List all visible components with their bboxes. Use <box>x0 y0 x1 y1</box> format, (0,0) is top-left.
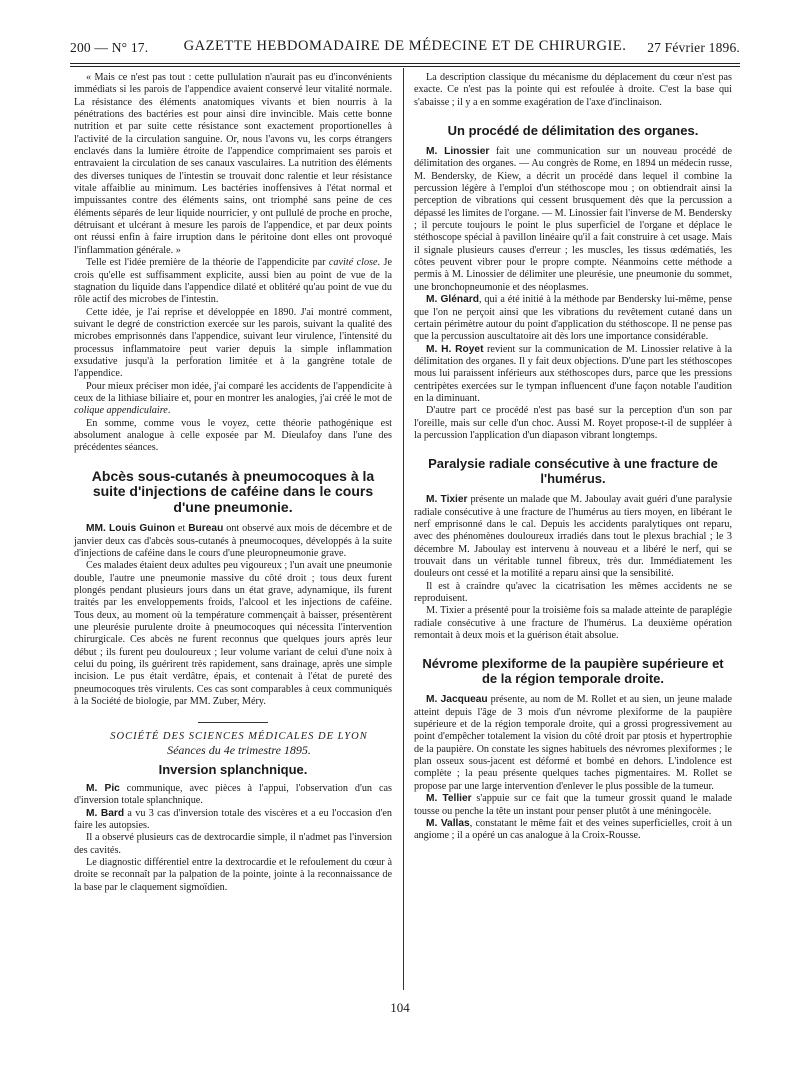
paragraph: M. Tixier présente un malade que M. Jaboulay avait guéri d'une paralysie radiale consécutive à une fracture de l'humérus au tiers moyen, en libérant le nerf emprisonné dans le cal. Depuis les accidents paralytiques ont reparu, avec des phénomènes douloureux irradiés dans tout le plexus brachial ; le 3 décembre M. Jaboulay est intervenu à nouveau et a libéré le nerf, qui se trouvait dans un véritable tunnel fibreux, très dur. Immédiatement les douleurs ont cessé et la motilité a reparu ainsi que la sensibilité. <box>414 494 732 580</box>
left-column <box>74 72 392 894</box>
paragraph: M. Pic communique, avec pièces à l'appui, l'observation d'un cas d'inversion totale splanchnique. <box>74 783 392 807</box>
running-header <box>70 38 740 60</box>
paragraph: Telle est l'idée première de la théorie de l'appendicite par cavité close. Je crois qu'elle est suffisamment explicite, aussi bien au point de vue de la stagnation du liquide dans l'appendice dilaté et oblitéré qu'au point de vue du rôle actif des microbes de l'intestin. <box>74 257 392 306</box>
paragraph: M. Bard a vu 3 cas d'inversion totale des viscères et a eu l'occasion d'en faire les autopsies. <box>74 807 392 832</box>
paragraph: « Mais ce n'est pas tout : cette pullulation n'aurait pas eu d'inconvénients immédiats si les parois de l'appendice avaient conservé leur vitalité normale. La résistance des éléments anatomiques vivants et bien nourris à la pénétrations des bactéries est pour ainsi dire invincible. Mais cette bonne nutrition et par suite cette résistance sont exactement proportionelles à l'activité de la circulation sanguine. Or, nous l'avons vu, les corps étrangers enclavés dans la lumière étroite de l'appendice comprimaient ses parois et entravaient la circulation de ses canaux vasculaires. La nutrition des éléments des diverses tuniques de l'intestin se trouvait donc ralentie et leur résistance vitale affaiblie au minimum. Les bactéries inoffensives à l'état normal et impuissantes contre des éléments sains, ont triomphé sans peine de ces éléments séparés de leur liquide nourricier, y ont pullulé de proche en proche, détruisant et ulcérant à mesure les parois de l'appendice, et par deux points ont réussi enfin à faire irruption dans le péritoine dont elles ont provoqué l'inflammation générale. » <box>74 72 392 256</box>
journal-title: GAZETTE HEBDOMADAIRE DE MÉDECINE ET DE CHIRURGIE. <box>183 38 627 54</box>
page-reference: 200 — N° 17. <box>70 40 149 55</box>
section-heading-paralysie: Paralysie radiale consécutive à une fracture de l'humérus. <box>428 456 718 487</box>
society-heading: SOCIÉTÉ DES SCIENCES MÉDICALES DE LYON <box>110 731 368 743</box>
paragraph: Pour mieux préciser mon idée, j'ai comparé les accidents de l'appendicite à ceux de la lithiase biliaire et, pour en montrer les analogies, j'ai créé le mot de colique appendiculaire. <box>74 380 392 417</box>
section-heading-nevrome: Névrome plexiforme de la paupière supérieure et de la région temporale droite. <box>422 656 724 687</box>
column-divider <box>403 68 404 990</box>
paragraph: Cette idée, je l'ai reprise et développée en 1890. J'ai montré comment, suivant le degré de constriction exercée sur les parois, suivant la qualité des microbes emprisonnés dans l'appendice, suivant leur virulence, l'intensité du processus inflammatoire peut varier depuis la simple inflammation exsudative jusqu'à la perforation limitée et à la gangrène totale de l'appendice. <box>74 306 392 380</box>
paragraph: M. Glénard, qui a été initié à la méthode par Bendersky lui-même, pense que l'on ne perçoit ainsi que les vibrations du revêtement cutané dans un certain périmètre autour du point d'application du stéthoscope. Il ne pense pas que la percussion auscultatoire ait dès lors une importance considérable. <box>414 294 732 343</box>
paragraph: MM. Louis Guinon et Bureau ont observé aux mois de décembre et de janvier deux cas d'abcès sous-cutanés à pneumocoques, développés à la suite d'injections de caféine dans le cours d'une pleuropneumonie grave. <box>74 523 392 559</box>
paragraph: Il est à craindre qu'avec la cicatrisation les mêmes accidents ne se reproduisent. <box>414 580 732 605</box>
header-rule <box>70 63 740 64</box>
paragraph: M. Tixier a présenté pour la troisième fois sa malade atteinte de paraplégie radiale consécutive à une fracture de l'humérus. La deuxième opération remontait à deux mois et la guérison était absolue. <box>414 605 732 642</box>
page-number: 104 <box>390 1000 410 1015</box>
issue-date: 27 Février 1896. <box>647 40 740 55</box>
paragraph: Ces malades étaient deux adultes peu vigoureux ; l'un avait une pneumonie double, l'autre une pneumonie massive du côté droit ; tous deux furent plongés pendant plusieurs jours dans un état grave, adynamique, ils furent traités par les enveloppements froids, l'alcool et les injections de caféine. Tous deux, au moment où la température commençait à baisser, présentèrent une pleurésie purulente droite à pneumocoques qui nécessita l'intervention chirurgicale. Ces abcès ne furent reconnus que quelques jours après leur début ; ils furent peu douloureux ; leur volume variant de celui d'une noix à celui du poing, ils guérirent très rapidement, sans drainage, après une simple incision. Le pus était verdâtre, épais, et contenait à l'état de pureté des pneumocoques très virulents. Ces cas sont comparables à ceux communiqués à la Société de biologie, par MM. Zuber, Méry. <box>74 560 392 707</box>
paragraph: M. Vallas, constatant le même fait et des veines superficielles, croit à un angiome ; il a opéré un cas analogue à la Croix-Rousse. <box>414 817 732 842</box>
header-rule-2 <box>70 66 740 67</box>
paragraph: En somme, comme vous le voyez, cette théorie pathogénique est absolument analogue à celle exposée par M. Dieulafoy dans l'une des précédentes séances. <box>74 417 392 454</box>
paragraph: M. Linossier fait une communication sur un nouveau procédé de délimitation des organes. — Au congrès de Rome, en 1894 un médecin russe, M. Bendersky, de Kiew, a décrit un procédé dans lequel il combine la percussion légère à l'emploi d'un stéthoscope mou ; on obtiendrait ainsi la perception de vibrations qui cessent brusquement dès que la percussion a dépassé les limites de l'organe. — M. Linossier fait l'inverse de M. Bendersky ; il percute toujours le point le plus superficiel de l'organe et déplace le stéthoscope spécial à pavillon linéaire qu'il a fait construire à cet usage. Mais il signale plusieurs causes d'erreur ; les muscles, les tissus œdématiés, les côtes peuvent vibrer pour le propre compte. Néanmoins cette méthode a permis à M. Linossier de délimiter une pleurésie, une pneumonie du sommet, une bronchopneumonie et des néoplasmes. <box>414 146 732 293</box>
right-column <box>414 72 732 843</box>
paragraph: M. H. Royet revient sur la communication de M. Linossier relative à la délimitation des organes. Il y fait deux objections. D'une part les stéthoscopes mous lui paraissent inférieurs aux stéthoscopes durs, parce que les pressions centripètes exercées sur le tympan influencent d'une façon notable l'audition en la diminuant. <box>414 343 732 404</box>
paragraph: La description classique du mécanisme du déplacement du cœur n'est pas exacte. Ce n'est pas la pointe qui est refoulée à droite. C'est la base qui s'abaisse ; il y a en somme exagération de l'axe d'inclinaison. <box>414 72 732 108</box>
section-heading-abces: Abcès sous-cutanés à pneumocoques à la suite d'injections de caféine dans le cours d'une pneumonie. <box>91 467 375 515</box>
section-heading-delimitation: Un procédé de délimitation des organes. <box>447 123 699 139</box>
paragraph: Le diagnostic différentiel entre la dextrocardie et le refoulement du cœur à droite se reconnaît par la palpation de la pointe, jointe à la reconnaissance de la base par le claquement sigmoïdien. <box>74 857 392 893</box>
paragraph: Il a observé plusieurs cas de dextrocardie simple, il n'admet pas l'inversion des cavités. <box>74 832 392 856</box>
section-heading-inversion: Inversion splanchnique. <box>158 762 308 777</box>
session-heading: Séances du 4e trimestre 1895. <box>167 742 311 757</box>
paragraph: D'autre part ce procédé n'est pas basé sur la perception d'un son par l'oreille, mais sur celle d'un choc. Aussi M. Royet propose-t-il de suppléer à la percussion l'application d'un diapason vibrant longtemps. <box>414 405 732 441</box>
paragraph: M. Tellier s'appuie sur ce fait que la tumeur grossit quand le malade tousse ou penche la tête un instant pour penser plutôt à une méningocèle. <box>414 793 732 817</box>
paragraph: M. Jacqueau présente, au nom de M. Rollet et au sien, un jeune malade atteint depuis l'âge de 3 mois d'un névrome plexiforme de la paupière supérieure et de la région temporale droite, qui a grossi progressivement au point d'empêcher totalement la vision du côté droit par ptosis et hypertrophie de la paupière. On constate les signes habituels des névromes plexiformes ; le plan osseux sous-jacent est déformé et bombé en dehors. L'indolence est complète ; la peau présente quelques taches pigmentaires. M. Rollet se propose par une large intervention d'enlever le plus possible de la tumeur. <box>414 694 732 792</box>
